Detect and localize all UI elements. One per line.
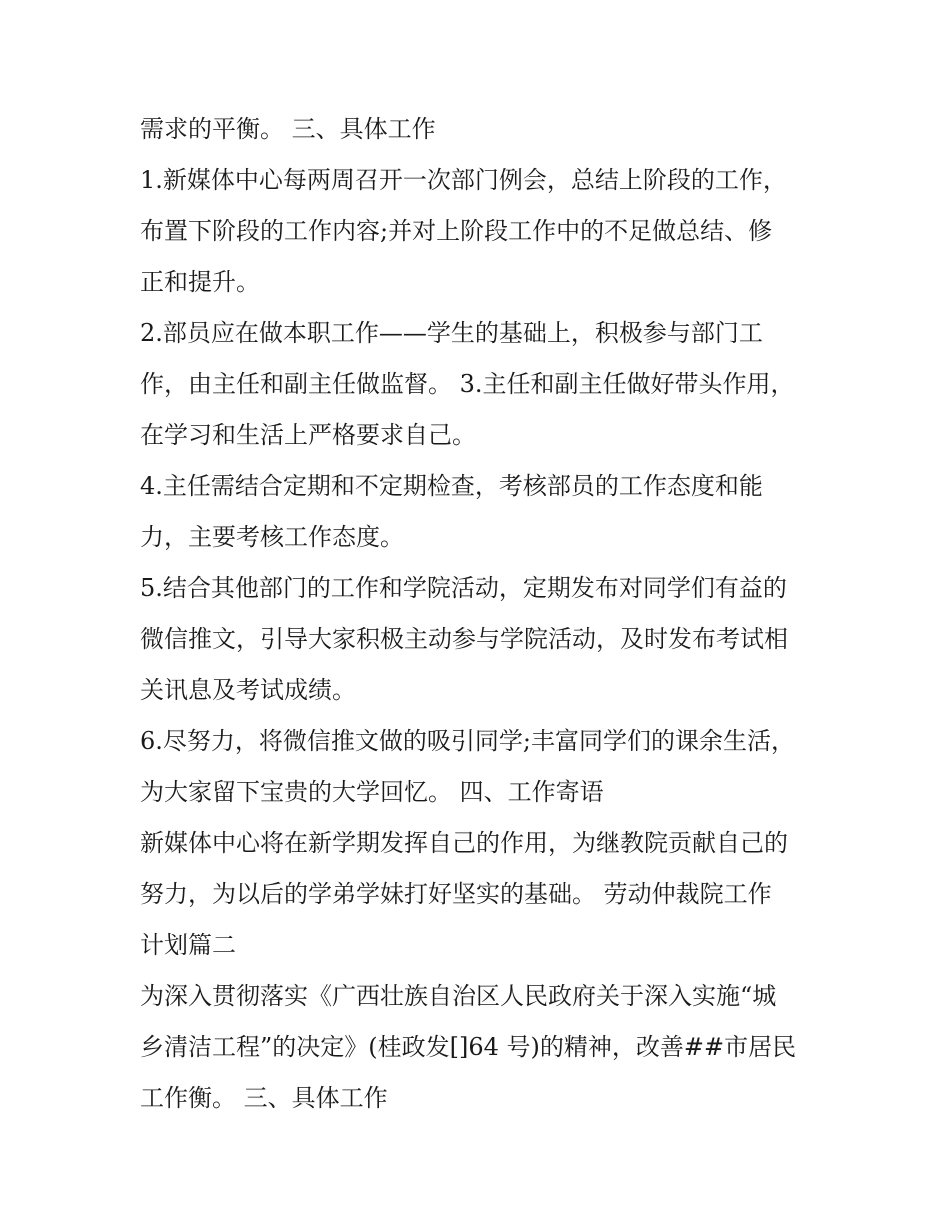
- text-line-14: 为大家留下宝贵的大学回忆。 四、工作寄语: [140, 778, 604, 806]
- text-line-8: 4.主任需结合定期和不定期检查，考核部员的工作态度和能: [140, 472, 763, 500]
- text-line-17: 计划篇二: [140, 931, 236, 959]
- document-body: [140, 104, 830, 1124]
- text-line-6: 作，由主任和副主任做监督。 3.主任和副主任做好带头作用，: [140, 370, 795, 398]
- text-line-10: 5.结合其他部门的工作和学院活动，定期发布对同学们有益的: [140, 574, 787, 602]
- text-line-20: 工作衡。 三、具体工作: [140, 1084, 388, 1112]
- text-line-13: 6.尽努力，将微信推文做的吸引同学;丰富同学们的课余生活，: [140, 727, 795, 755]
- text-line-3: 布置下阶段的工作内容;并对上阶段工作中的不足做总结、修: [140, 217, 773, 245]
- text-line-7: 在学习和生活上严格要求自己。: [140, 421, 476, 449]
- text-line-5: 2.部员应在做本职工作——学生的基础上，积极参与部门工: [140, 319, 763, 347]
- text-line-2: 1.新媒体中心每两周召开一次部门例会，总结上阶段的工作，: [140, 166, 787, 194]
- text-line-19: 乡清洁工程”的决定》(桂政发[]64 号)的精神，改善##市居民: [140, 1033, 797, 1061]
- text-line-16: 努力，为以后的学弟学妹打好坚实的基础。 劳动仲裁院工作: [140, 880, 772, 908]
- text-line-15: 新媒体中心将在新学期发挥自己的作用，为继教院贡献自己的: [140, 829, 788, 857]
- text-line-11: 微信推文，引导大家积极主动参与学院活动，及时发布考试相: [140, 625, 788, 653]
- text-line-12: 关讯息及考试成绩。: [140, 676, 356, 704]
- text-line-18: 为深入贯彻落实《广西壮族自治区人民政府关于深入实施“城: [140, 982, 777, 1010]
- text-line-4: 正和提升。: [140, 268, 260, 296]
- text-line-9: 力，主要考核工作态度。: [140, 523, 404, 551]
- text-line-1: 需求的平衡。 三、具体工作: [140, 115, 436, 143]
